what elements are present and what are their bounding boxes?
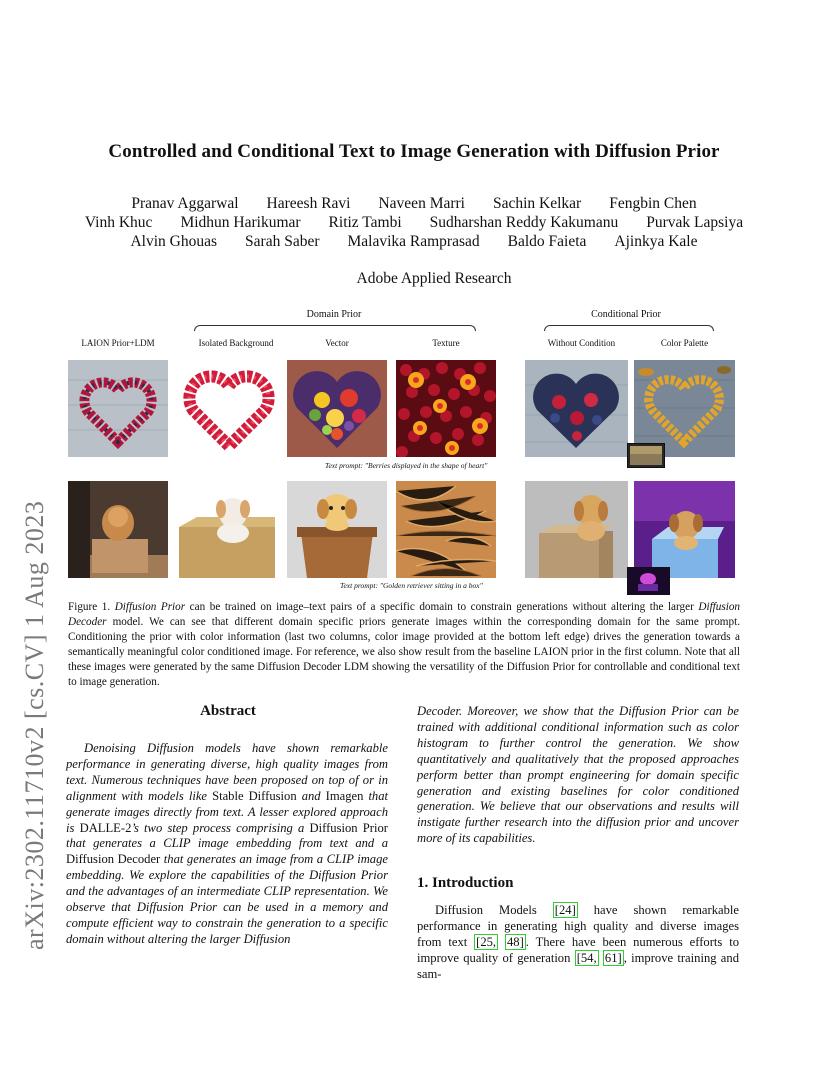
model-name: DALLE-2 <box>79 820 132 835</box>
authors-line-1 <box>0 195 828 213</box>
color-condition-swatch-2 <box>627 567 670 595</box>
column-label-isolated-background: Isolated Background <box>198 338 274 348</box>
intro-text: have shown remarkable performance in generating high quality and diverse images from text <box>417 903 739 949</box>
author: Vinh Khuc <box>84 214 153 231</box>
image-vector-dog-box <box>287 481 387 578</box>
image-laion-dog-box <box>68 481 168 578</box>
caption-text: model. We can see that different domain specific priors generate images within the corresponding domain for the same prompt. Conditioning the prior with color information (last two columns, color image provided at the bottom left edge) drives the generation towards a semantically meaningful color conditioned image. For reference, we also show result from the baseline LAION prior in the first column. Note that all these images were generated by the same Diffusion Decoder LDM showing the versatility of the Diffusion Prior for controllable and conditional text to image generation. <box>68 616 740 688</box>
image-texture-berries <box>396 360 496 457</box>
author: Midhun Harikumar <box>180 214 301 231</box>
model-name: Diffusion Decoder <box>66 852 161 867</box>
author: Ritiz Tambi <box>328 214 402 231</box>
abstract-text: and <box>301 788 321 803</box>
brace-conditional-prior <box>544 325 714 331</box>
abstract-text: that generates a CLIP image embedding from text and a <box>66 836 388 851</box>
abstract-text: ’s two step process comprising a <box>131 820 305 835</box>
image-without-condition-berries-heart <box>525 360 628 457</box>
intro-text: Diffusion Models <box>435 903 553 917</box>
paper-title: Controlled and Conditional Text to Image Generation with Diffusion Prior <box>108 141 720 162</box>
authors-line-2 <box>0 214 828 232</box>
author: Fengbin Chen <box>609 195 697 212</box>
column-label-texture: Texture <box>432 338 460 348</box>
author: Naveen Marri <box>378 195 465 212</box>
abstract-right-column: Decoder. Moreover, we show that the Diffusion Prior can be trained with additional conditional information such as color histogram to further control the generation. We show quantitatively and qualitatively that the proposed approaches perform better than prompt engineering for domain specific generation and existing baselines for color conditioned generation. We believe that our observations and results will instigate further research into the diffusion prior and uncover more of its capabilities. <box>417 704 739 846</box>
abstract-left-column <box>66 741 388 948</box>
author: Purvak Lapsiya <box>646 214 744 231</box>
model-name: Imagen <box>325 788 364 803</box>
figure-prompt-berries: Text prompt: "Berries displayed in the shape of heart" <box>325 461 488 470</box>
group-label-conditional-prior: Conditional Prior <box>591 309 661 320</box>
citation-link[interactable]: 61] <box>604 950 622 965</box>
model-name: Stable Diffusion <box>212 788 297 803</box>
intro-text: . There have been numerous efforts to improve quality of generation <box>417 934 739 965</box>
author: Sarah Saber <box>245 233 320 250</box>
column-label-without-condition: Without Condition <box>547 338 616 348</box>
caption-text: can be trained on image–text pairs of a specific domain to constrain generations without altering the larger <box>185 601 699 613</box>
group-label-domain-prior: Domain Prior <box>306 309 362 320</box>
model-name: Diffusion Prior <box>309 820 388 835</box>
author: Alvin Ghouas <box>130 233 218 250</box>
introduction-heading: 1. Introduction <box>417 875 514 891</box>
figure-caption <box>68 600 740 690</box>
citation-link[interactable]: [24] <box>554 903 576 917</box>
author: Ajinkya Kale <box>614 233 698 250</box>
abstract-text: Denoising Diffusion models have shown remarkable performance in generating diverse, high quality images from text. Numerous techniques have been proposed on top of or in alignment with models like <box>66 741 388 803</box>
image-isolated-dog-box <box>179 481 279 578</box>
abstract-text: that generate images directly from text. A lesser explored approach is <box>66 788 389 835</box>
intro-text: , improve training and sam- <box>417 950 739 981</box>
citation-link[interactable]: [25, <box>476 934 497 949</box>
image-isolated-berries-heart <box>179 360 279 457</box>
author: Sudharshan Reddy Kakumanu <box>429 214 619 231</box>
caption-emphasis: Diffusion Decoder <box>68 601 741 628</box>
caption-emphasis: Diffusion Prior <box>114 601 186 613</box>
citation-link[interactable]: 48] <box>506 934 524 949</box>
author: Sachin Kelkar <box>492 195 582 212</box>
color-condition-swatch-1 <box>627 443 665 468</box>
abstract-heading: Abstract <box>200 703 256 719</box>
brace-domain-prior <box>194 325 476 331</box>
image-texture-fur <box>396 481 496 578</box>
arxiv-identifier: arXiv:2302.11710v2 [cs.CV] 1 Aug 2023 <box>20 500 49 950</box>
column-label-color-palette: Color Palette <box>660 338 709 348</box>
image-laion-berries-heart <box>68 360 168 457</box>
column-label-vector: Vector <box>325 338 349 348</box>
abstract-text: that generates an image from a CLIP image embedding. We explore the capabilities of the Diffusion Prior and the advantages of an intermediate CLIP representation. We observe that Diffusion Prior can be used in a memory and compute efficient way to constrain the generation to a specific domain without altering the larger Diffusion <box>66 852 388 946</box>
author: Baldo Faieta <box>507 233 587 250</box>
image-vector-berries-heart <box>287 360 387 457</box>
author: Pranav Aggarwal <box>131 195 239 212</box>
caption-label: Figure 1. <box>68 601 111 613</box>
citation-link[interactable]: [54, <box>576 950 597 965</box>
introduction-text <box>417 903 739 983</box>
figure-prompt-dog: Text prompt: "Golden retriever sitting in a box" <box>340 581 483 590</box>
image-without-condition-dog-box <box>525 481 628 578</box>
column-label-laion: LAION Prior+LDM <box>81 338 155 348</box>
affiliation: Adobe Applied Research <box>356 270 512 287</box>
author: Malavika Ramprasad <box>347 233 480 250</box>
image-color-palette-dog-box <box>634 481 735 578</box>
authors-line-3 <box>0 233 828 251</box>
author: Hareesh Ravi <box>266 195 351 212</box>
